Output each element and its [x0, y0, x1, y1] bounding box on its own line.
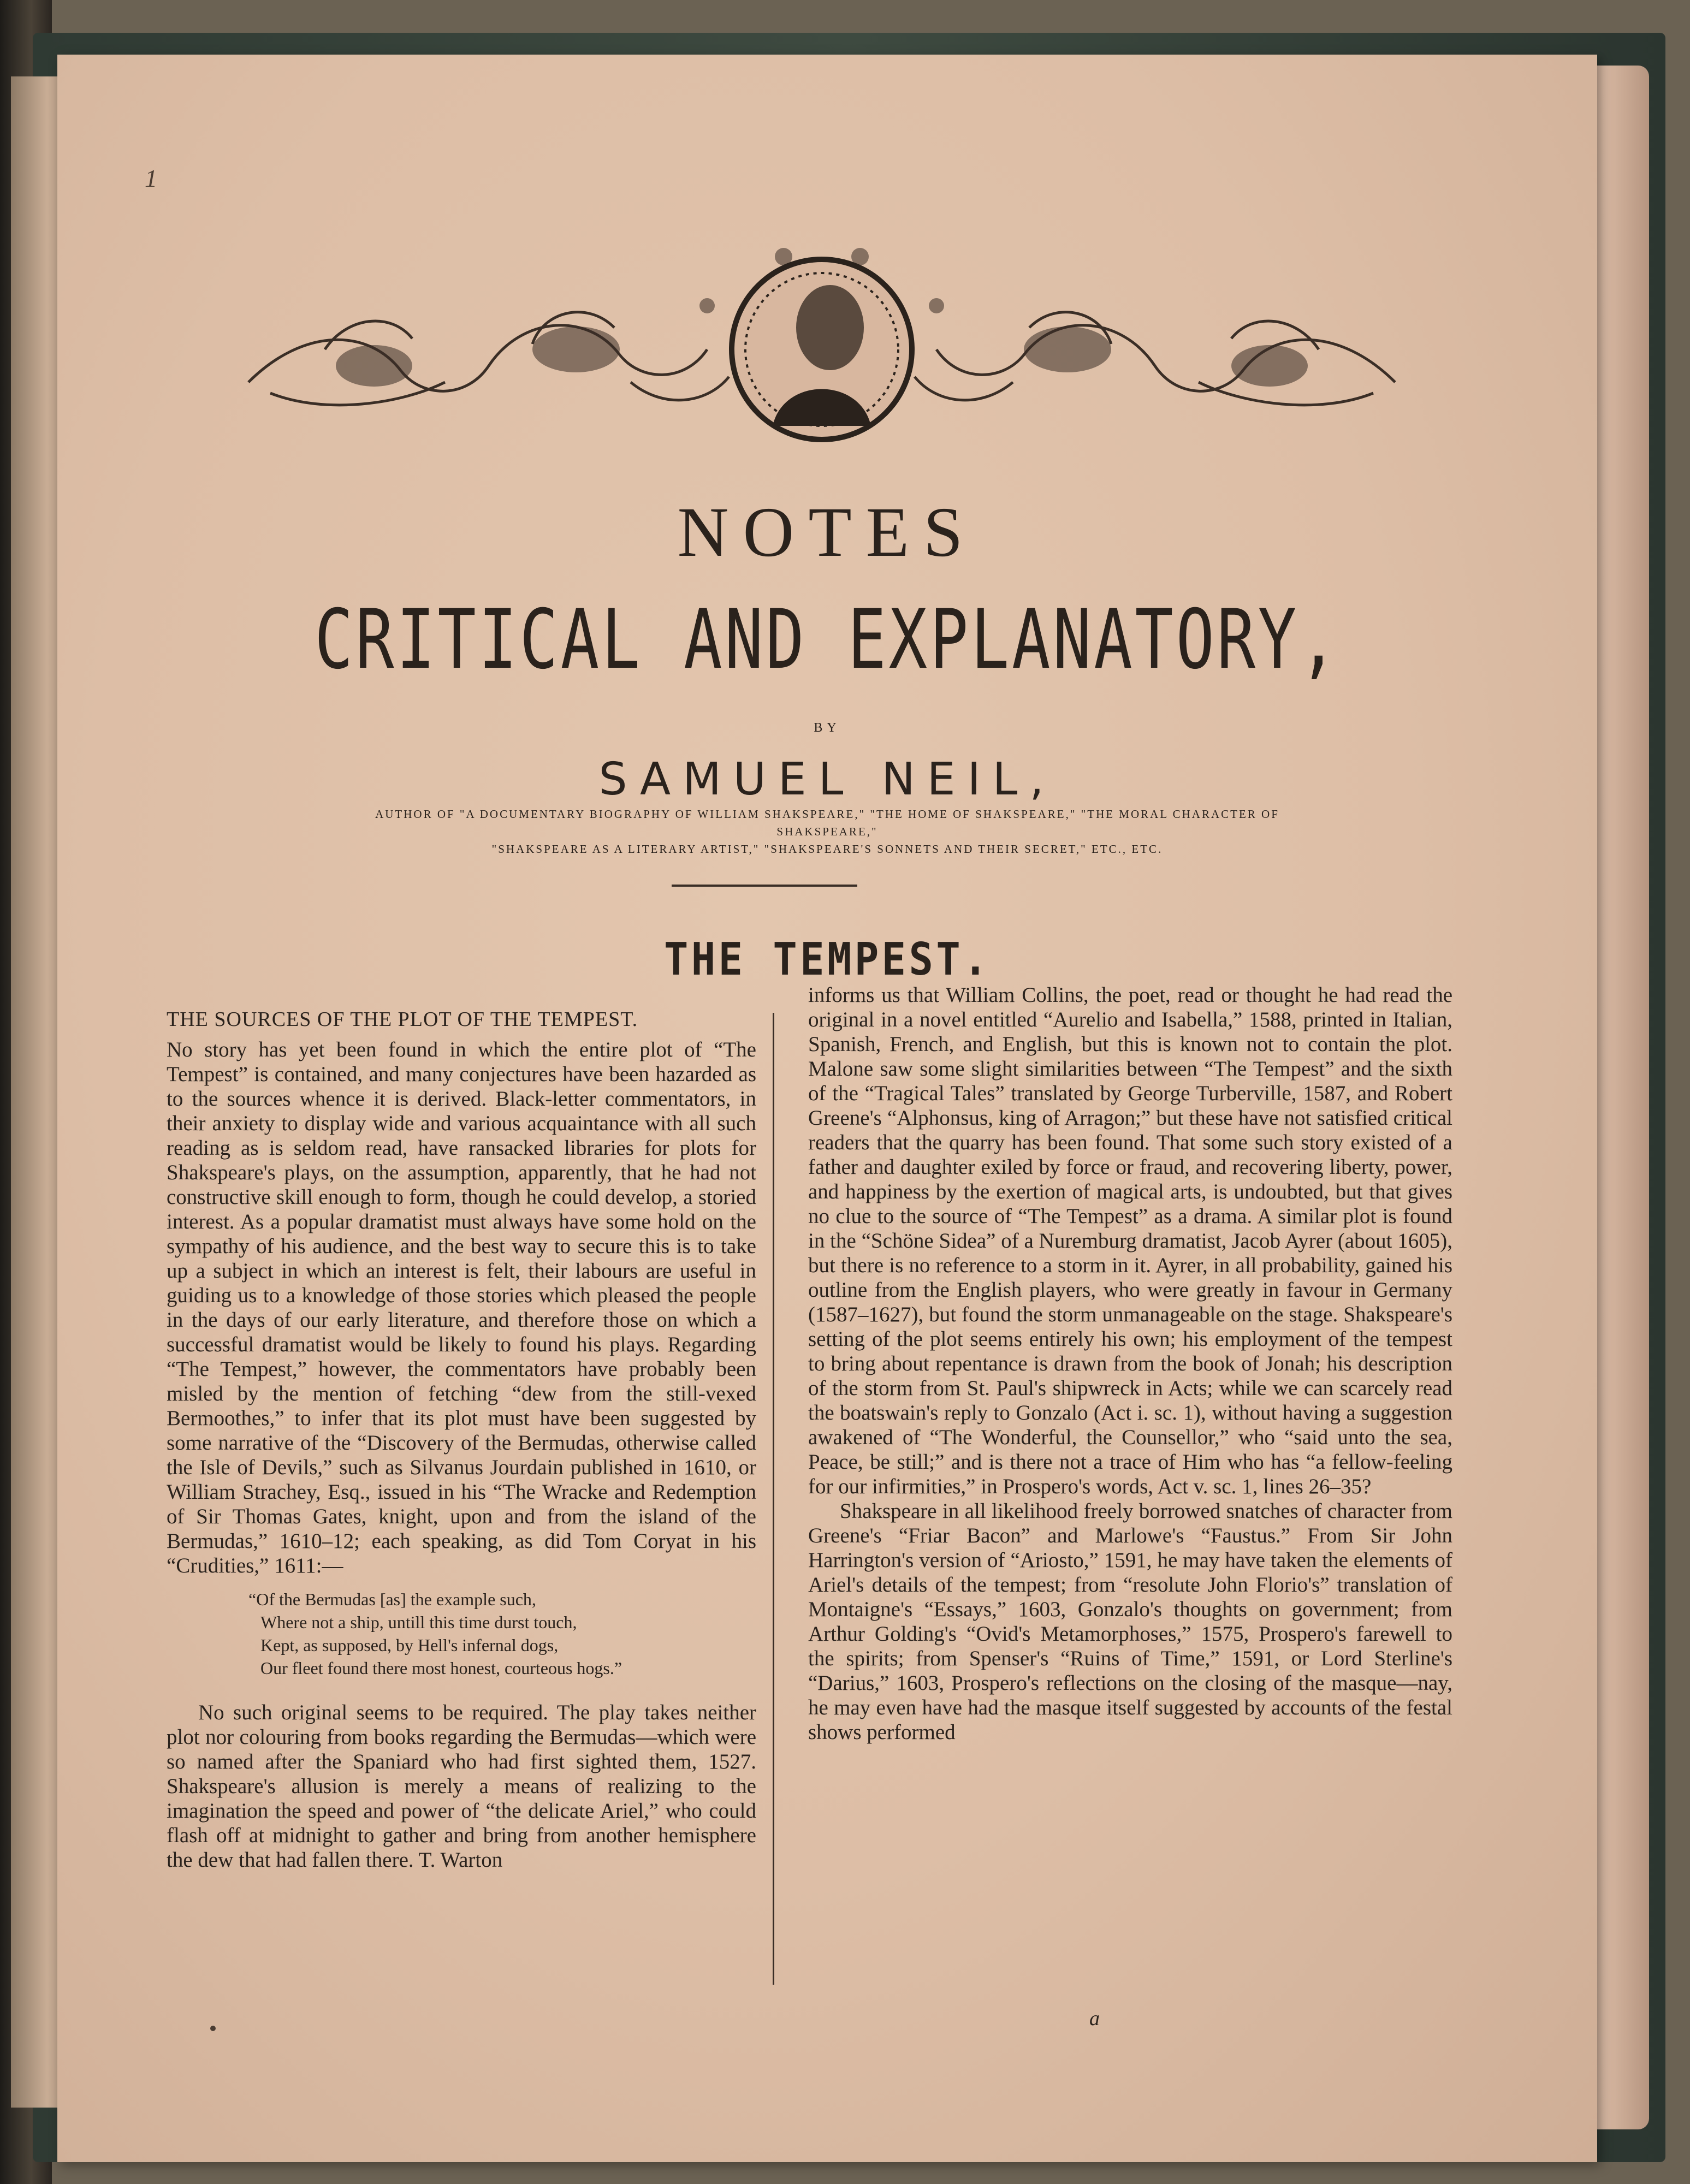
paragraph: Shakspeare in all likelihood freely borrowed snatches of character from Greene's “Friar Bacon” and Marlowe's “Faustus.” From Sir John Harrington's version of “Ariosto,” 1591, he may have taken the elements of Ariel's details of the tempest; from “resolute John Florio's” translation of Montaigne's “Essays,” 1603, Gonzalo's thoughts on government; from Arthur Golding's “Ovid's Metamorphoses,” 1575, Prospero's farewell to the spirits; from Spenser's “Ruins of Time,” 1591, or Lord Sterline's “Darius,” 1603, Prospero's reflections on the closing of the masque—nay, he may even have had the masque itself suggested by accounts of the festal shows performed [808, 1499, 1452, 1744]
section-title: THE TEMPEST. [664, 934, 991, 986]
title-notes: NOTES [677, 493, 977, 572]
title-rule [672, 885, 857, 887]
author-name: SAMUEL NEIL, [598, 753, 1056, 805]
paragraph: No such original seems to be required. The play takes neither plot nor colouring from books regarding the Bermudas—which were so named after the Spaniard who had first sighted them, 1527. Shakspeare's allusion is merely a means of realizing to the imagination the speed and power of “the delicate Ariel,” who could flash off at midnight to gather and bring from another hemisphere the dew that had fallen there. T. Warton [167, 1701, 756, 1872]
author-credits-line: AUTHOR OF "A DOCUMENTARY BIOGRAPHY OF WILLIAM SHAKSPEARE," "THE HOME OF SHAKSPEARE," "THE MORAL CHARACTER OF SHAKSPEARE," [375, 808, 1279, 838]
verse-line: Kept, as supposed, by Hell's infernal dogs, [260, 1635, 559, 1655]
left-column [167, 1007, 756, 1872]
column-divider [773, 1013, 774, 1985]
author-credits [341, 805, 1313, 858]
verse-line: Where not a ship, untill this time durst touch, [260, 1612, 577, 1632]
folio-signature: a [1089, 2007, 1100, 2030]
byline-by: BY [814, 721, 841, 735]
right-column [808, 983, 1452, 1744]
portrait-ornament-icon [238, 218, 1406, 448]
verse-line: Our fleet found there most honest, courteous hogs.” [260, 1658, 622, 1678]
book-page [57, 55, 1597, 2162]
column-heading: THE SOURCES OF THE PLOT OF THE TEMPEST. [167, 1008, 638, 1031]
author-credits-line: "SHAKSPEARE AS A LITERARY ARTIST," "SHAKSPEARE'S SONNETS AND THEIR SECRET," ETC., ETC. [491, 842, 1163, 856]
paragraph: informs us that William Collins, the poet, read or thought he had read the original in a novel entitled “Aurelio and Isabella,” 1588, printed in Italian, Spanish, French, and English, but this is known not to contain the plot. Malone saw some slight similarities between “The Tempest” and the sixth of the “Tragical Tales” translated by George Turberville, 1587, and Robert Greene's “Alphonsus, king of Arragon;” but these have not satisfied critical readers that the quarry has been found. That some such story existed of a father and daughter exiled by force or fraud, and recovering liberty, power, and happiness by the exertion of magical arts, is undoubted, but that gives no clue to the source of “The Tempest” as a drama. A similar plot is found in the “Schöne Sidea” of a Nuremburg dramatist, Jacob Ayrer (about 1605), but there is no reference to a storm in it. Ayrer, in all probability, gained his outline from the English players, who were greatly in favour in Germany (1587–1627), but found the storm unmanageable on the stage. Shakspeare's setting of the plot seems entirely his own; his employment of the tempest to bring about repentance is drawn from the book of Jonah; his description of the storm from St. Paul's shipwreck in Acts; while we can scarcely read the boatswain's reply to Gonzalo (Act i. sc. 1), without having a suggestion awakened of “The Wonderful, the Counsellor,” who “said unto the sea, Peace, be still;” and is there not a trace of Him who has “a fellow-feeling for our infirmities,” in Prospero's words, Act v. sc. 1, lines 26–35? [808, 983, 1452, 1498]
pencil-margin-mark: 1 [145, 164, 157, 192]
verse-line: “Of the Bermudas [as] the example such, [248, 1589, 536, 1609]
verse-quote [248, 1588, 756, 1679]
title-critical-and-explanatory: CRITICAL AND EXPLANATORY, [314, 592, 1340, 687]
paragraph: No story has yet been found in which the entire plot of “The Tempest” is contained, and many conjectures have been hazarded as to the sources whence it is derived. Black-letter commentators, in their anxiety to display wide and various acquaintance with all such reading as is seldom read, have ransacked libraries for plots for Shakspeare's plays, on the assumption, apparently, that he had not constructive skill enough to form, though he could develop, a storied interest. As a popular dramatist must always have some hold on the sympathy of his audience, and the best way to secure this is to take up a subject in which an interest is felt, their labours are useful in guiding us to a knowledge of those stories which pleased the people in the days of our early literature, and therefore those on which a successful dramatist would be likely to found his plays. Regarding “The Tempest,” however, the commentators have probably been misled by the mention of fetching “dew from the still-vexed Bermoothes,” to infer that its plot must have been suggested by some narrative of the “Discovery of the Bermudas, otherwise called the Isle of Devils,” such as Silvanus Jourdain published in 1610, or William Strachey, Esq., issued in his “The Wracke and Redemption of Sir Thomas Gates, knight, upon and from the island of the Bermudas,” 1610–12; each speaking, as did Tom Coryat in his “Crudities,” 1611:— [167, 1038, 756, 1577]
ink-spot [210, 2026, 216, 2031]
left-page-edge [11, 76, 63, 2108]
